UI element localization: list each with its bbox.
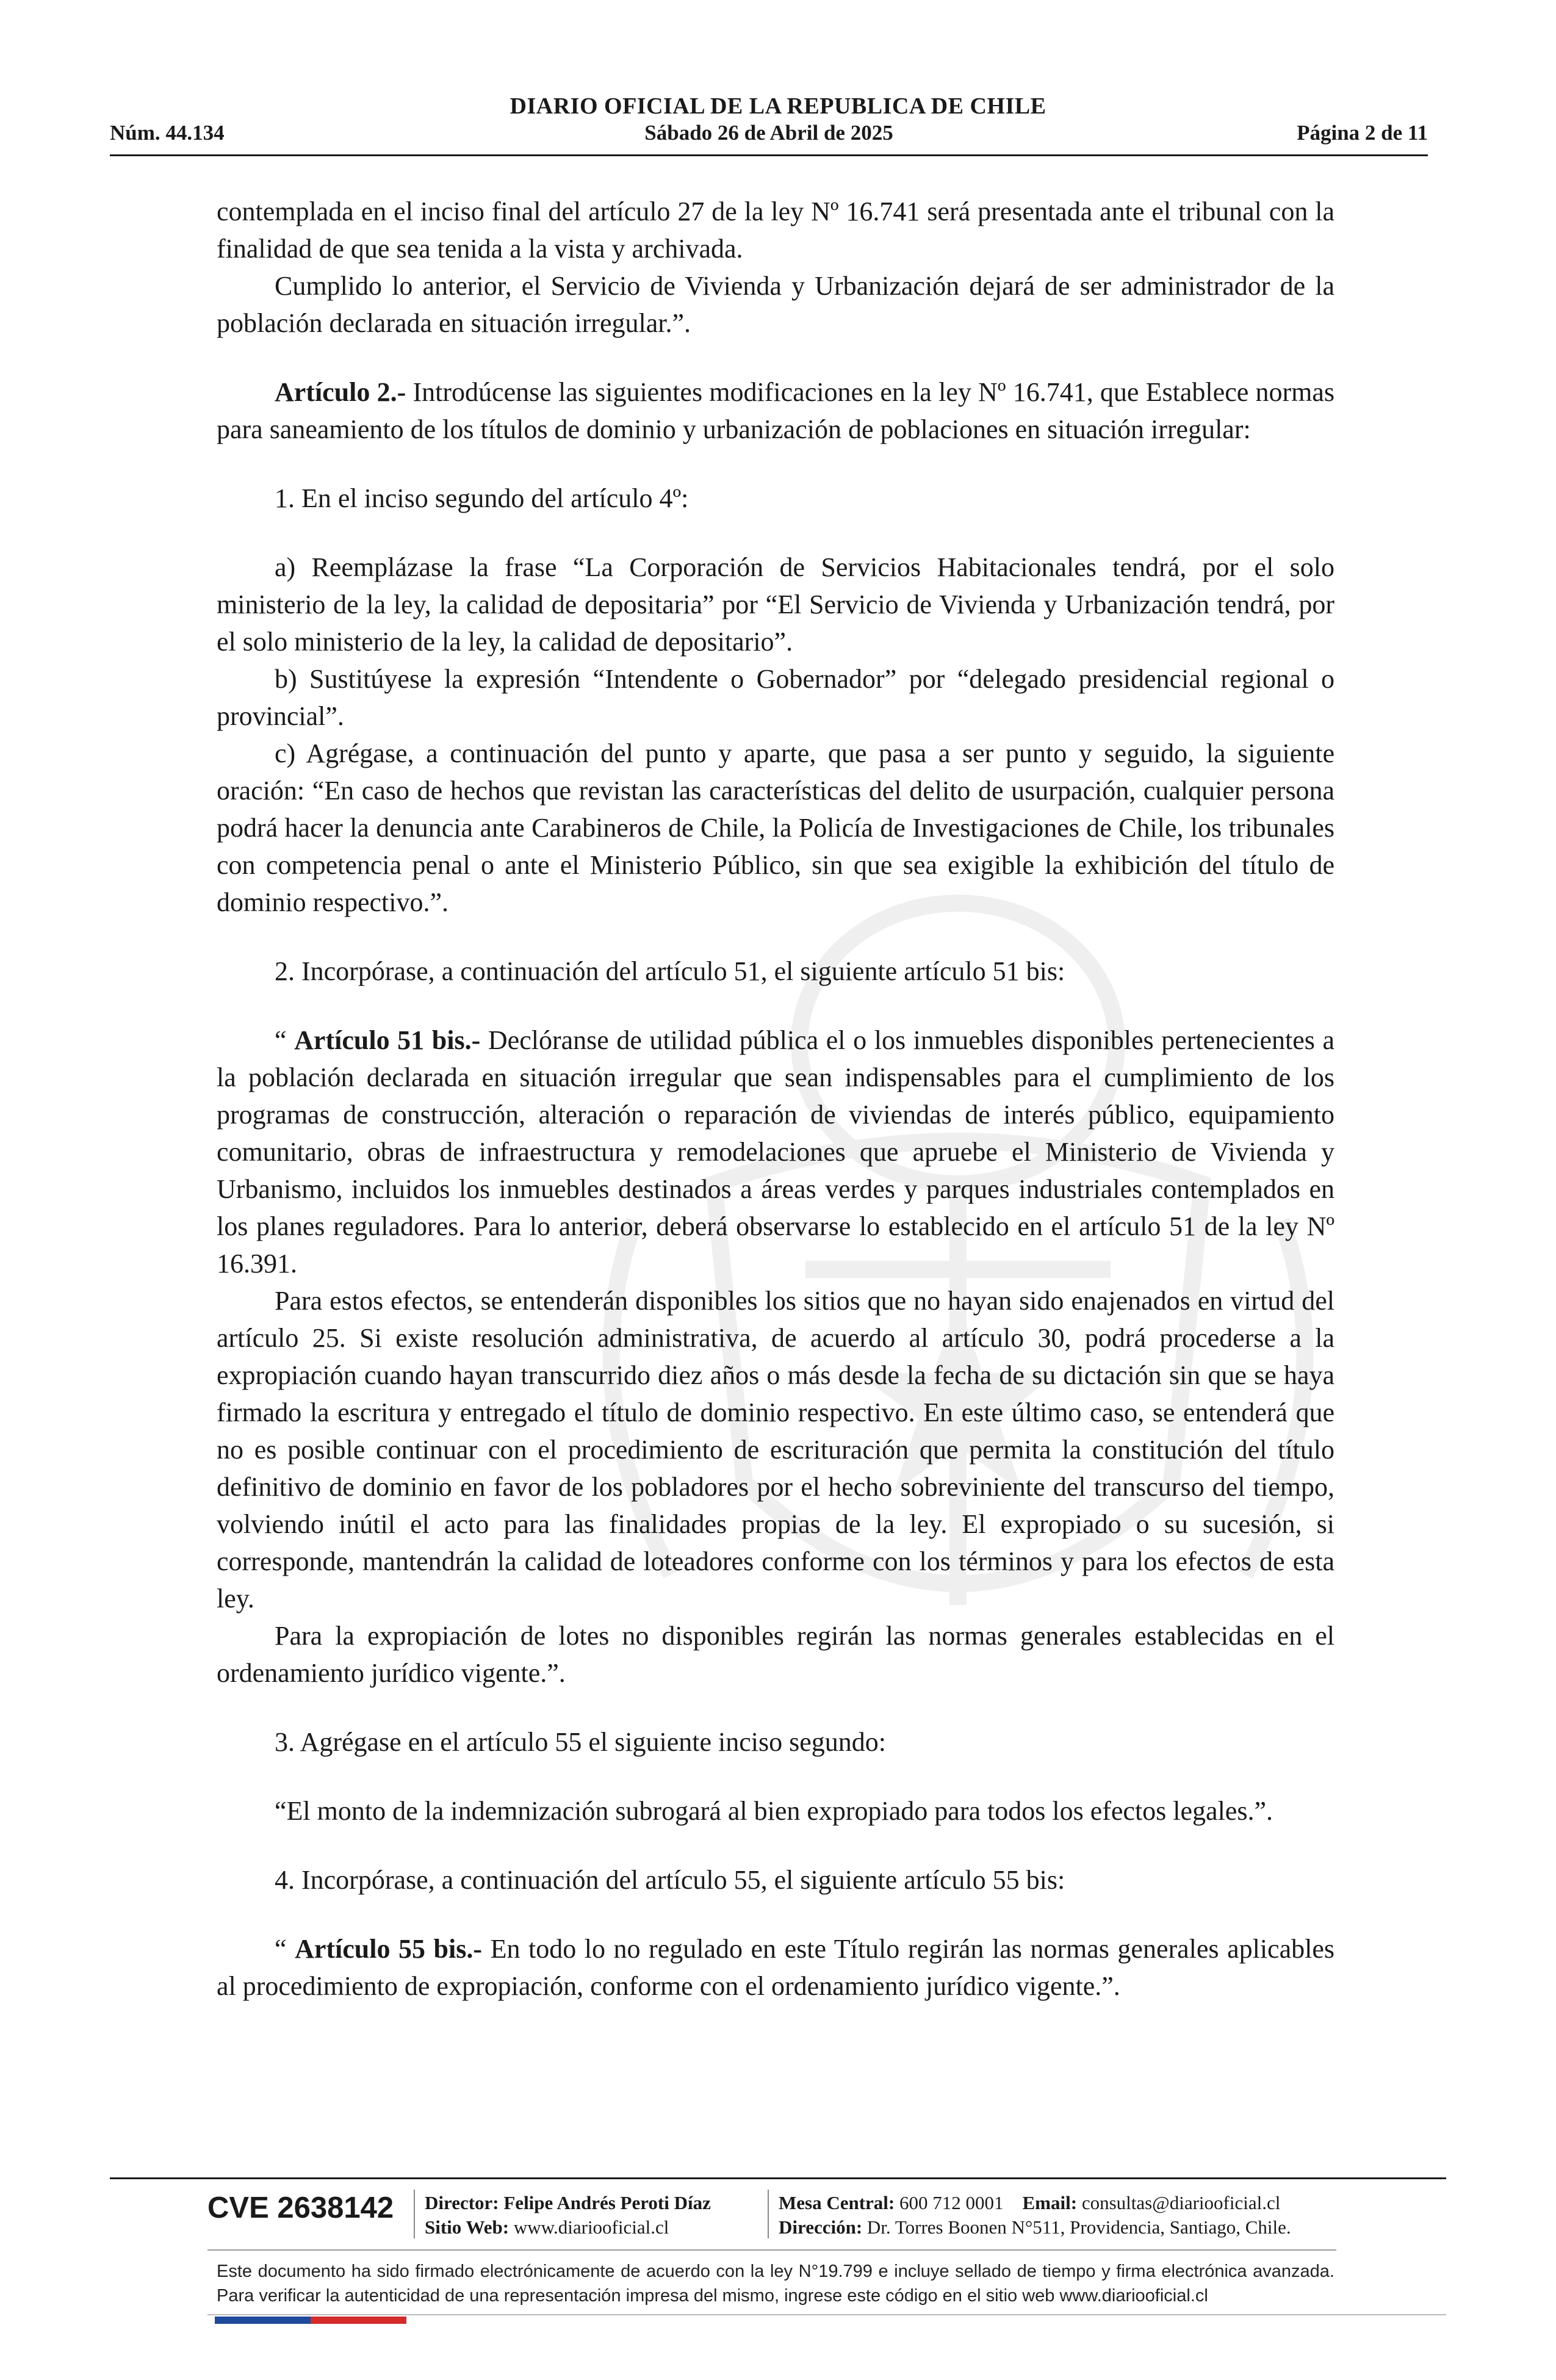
header-row — [110, 121, 1428, 149]
paragraph: Para estos efectos, se entenderán disponibles los sitios que no hayan sido enajenados en virtud del artículo 25. Si existe resolución administrativa, de acuerdo al artículo 30, podrá procederse a la expropiación cuando hayan transcurrido diez años o más desde la fecha de su dictación sin que se haya firmado la escritura y entregado el título de dominio respectivo. En este último caso, se entenderá que no es posible continuar con el procedimiento de escrituración que permita la constitución del título definitivo de dominio en favor de los pobladores por el hecho sobreviniente del transcurso del tiempo, volviendo inútil el acto para las finalidades propias de la ley. El expropiado o su sucesión, si corresponde, mantendrán la calidad de loteadores conforme con los términos y para los efectos de esta ley. — [217, 1286, 1334, 1614]
flag-blue-segment — [215, 2317, 311, 2324]
footer-divider — [110, 2177, 1446, 2179]
address-line: Dirección: Dr. Torres Boonen N°511, Providencia, Santiago, Chile. — [779, 2216, 1291, 2238]
flag-red-segment — [311, 2317, 406, 2324]
email-link[interactable]: consultas@diariooficial.cl — [1077, 2192, 1281, 2213]
director-line: Director: Felipe Andrés Peroti Díaz — [425, 2192, 711, 2213]
item-2: 2. Incorpórase, a continuación del artículo 51, el siguiente artículo 51 bis: — [275, 956, 1065, 986]
item-1: 1. En el inciso segundo del artículo 4º: — [275, 483, 689, 513]
footer-inner-divider — [207, 2249, 1336, 2251]
article-2-title: Artículo 2.- — [275, 377, 406, 407]
open-quote: “ — [275, 1934, 295, 1964]
article-2 — [217, 373, 1334, 448]
cve-code: CVE 2638142 — [207, 2191, 394, 2224]
document-body — [217, 193, 1334, 2005]
issue-date: Sábado 26 de Abril de 2025 — [644, 121, 893, 145]
item-3: 3. Agrégase en el artículo 55 el siguiente inciso segundo: — [275, 1727, 886, 1757]
flag-stripe — [215, 2317, 406, 2324]
footer-bottom-rule — [207, 2314, 1446, 2315]
paragraph: Para la expropiación de lotes no disponibles regirán las normas generales establecidas en el ordenamiento jurídico vigente.”. — [217, 1621, 1334, 1688]
footer-separator — [414, 2190, 415, 2238]
article-51-bis-title: Artículo 51 bis.- — [294, 1025, 481, 1055]
article-51-bis — [217, 1022, 1334, 1282]
item-1b: b) Sustitúyese la expresión “Intendente o Gobernador” por “delegado presidencial regional o provincial”. — [217, 664, 1334, 731]
contact-line: Mesa Central: 600 712 0001 Email: consultas@diariooficial.cl — [779, 2192, 1281, 2213]
article-55-bis-text: En todo lo no regulado en este Título regirán las normas generales aplicables al procedimiento de expropiación, conforme con el ordenamiento jurídico vigente.”. — [217, 1934, 1334, 2001]
item-1a: a) Reemplázase la frase “La Corporación de Servicios Habitacionales tendrá, por el solo ministerio de la ley, la calidad de depositaria” por “El Servicio de Vivienda y Urbanización tendrá, por el solo ministerio de la ley, la calidad de depositario”. — [217, 552, 1334, 657]
article-55-bis — [217, 1930, 1334, 2005]
issue-number: Núm. 44.134 — [110, 121, 225, 145]
article-51-bis-text: Declóranse de utilidad pública el o los inmuebles disponibles pertenecientes a la población declarada en situación irregular que sean indispensables para el cumplimiento de los programas de construcción, alteración o reparación de viviendas de interés público, equipamiento comunitario, obras de infraestructura y remodelaciones que apruebe el Ministerio de Vivienda y Urbanismo, incluidos los inmuebles destinados a áreas verdes y parques industriales contemplados en los planes reguladores. Para lo anterior, deberá observarse lo establecido en el artículo 51 de la ley Nº 16.391. — [217, 1025, 1335, 1278]
page-number: Página 2 de 11 — [1297, 121, 1428, 145]
footer-director-block — [425, 2191, 711, 2240]
website-link[interactable]: www.diariooficial.cl — [509, 2216, 669, 2238]
newspaper-title: DIARIO OFICIAL DE LA REPUBLICA DE CHILE — [510, 93, 1046, 119]
header-divider — [110, 154, 1428, 156]
paragraph: contemplada en el inciso final del artículo 27 de la ley Nº 16.741 será presentada ante el tribunal con la finalidad de que sea tenida a la vista y archivada. — [217, 197, 1334, 264]
article-55-bis-title: Artículo 55 bis.- — [295, 1934, 483, 1964]
item-4: 4. Incorpórase, a continuación del artículo 55, el siguiente artículo 55 bis: — [275, 1865, 1065, 1895]
footer-contact-block — [779, 2191, 1291, 2240]
website-line: Sitio Web: www.diariooficial.cl — [425, 2216, 669, 2238]
item-3-quote: “El monto de la indemnización subrogará al bien expropiado para todos los efectos legales.”. — [275, 1796, 1273, 1826]
item-1c: c) Agrégase, a continuación del punto y aparte, que pasa a ser punto y seguido, la siguiente oración: “En caso de hechos que revistan las características del delito de usurpación, cualquier persona podrá hacer la denuncia ante Carabineros de Chile, la Policía de Investigaciones de Chile, los tribunales con competencia penal o ante el Ministerio Público, sin que sea exigible la exhibición del título de dominio respectivo.”. — [217, 738, 1334, 917]
footer-separator — [768, 2190, 769, 2238]
signature-notice: Este documento ha sido firmado electrónicamente de acuerdo con la ley N°19.799 e incluye sellado de tiempo y firma electrónica avanzada. Para verificar la autenticidad de una representación impresa del mismo, ingrese este código en el sitio web www.diariooficial.cl — [217, 2262, 1334, 2306]
paragraph: Cumplido lo anterior, el Servicio de Vivienda y Urbanización dejará de ser administrador de la población declarada en situación irregular.”. — [217, 271, 1334, 338]
open-quote: “ — [275, 1025, 295, 1055]
article-2-text: Introdúcense las siguientes modificaciones en la ley Nº 16.741, que Establece normas para saneamiento de los títulos de dominio y urbanización de poblaciones en situación irregular: — [217, 377, 1335, 444]
